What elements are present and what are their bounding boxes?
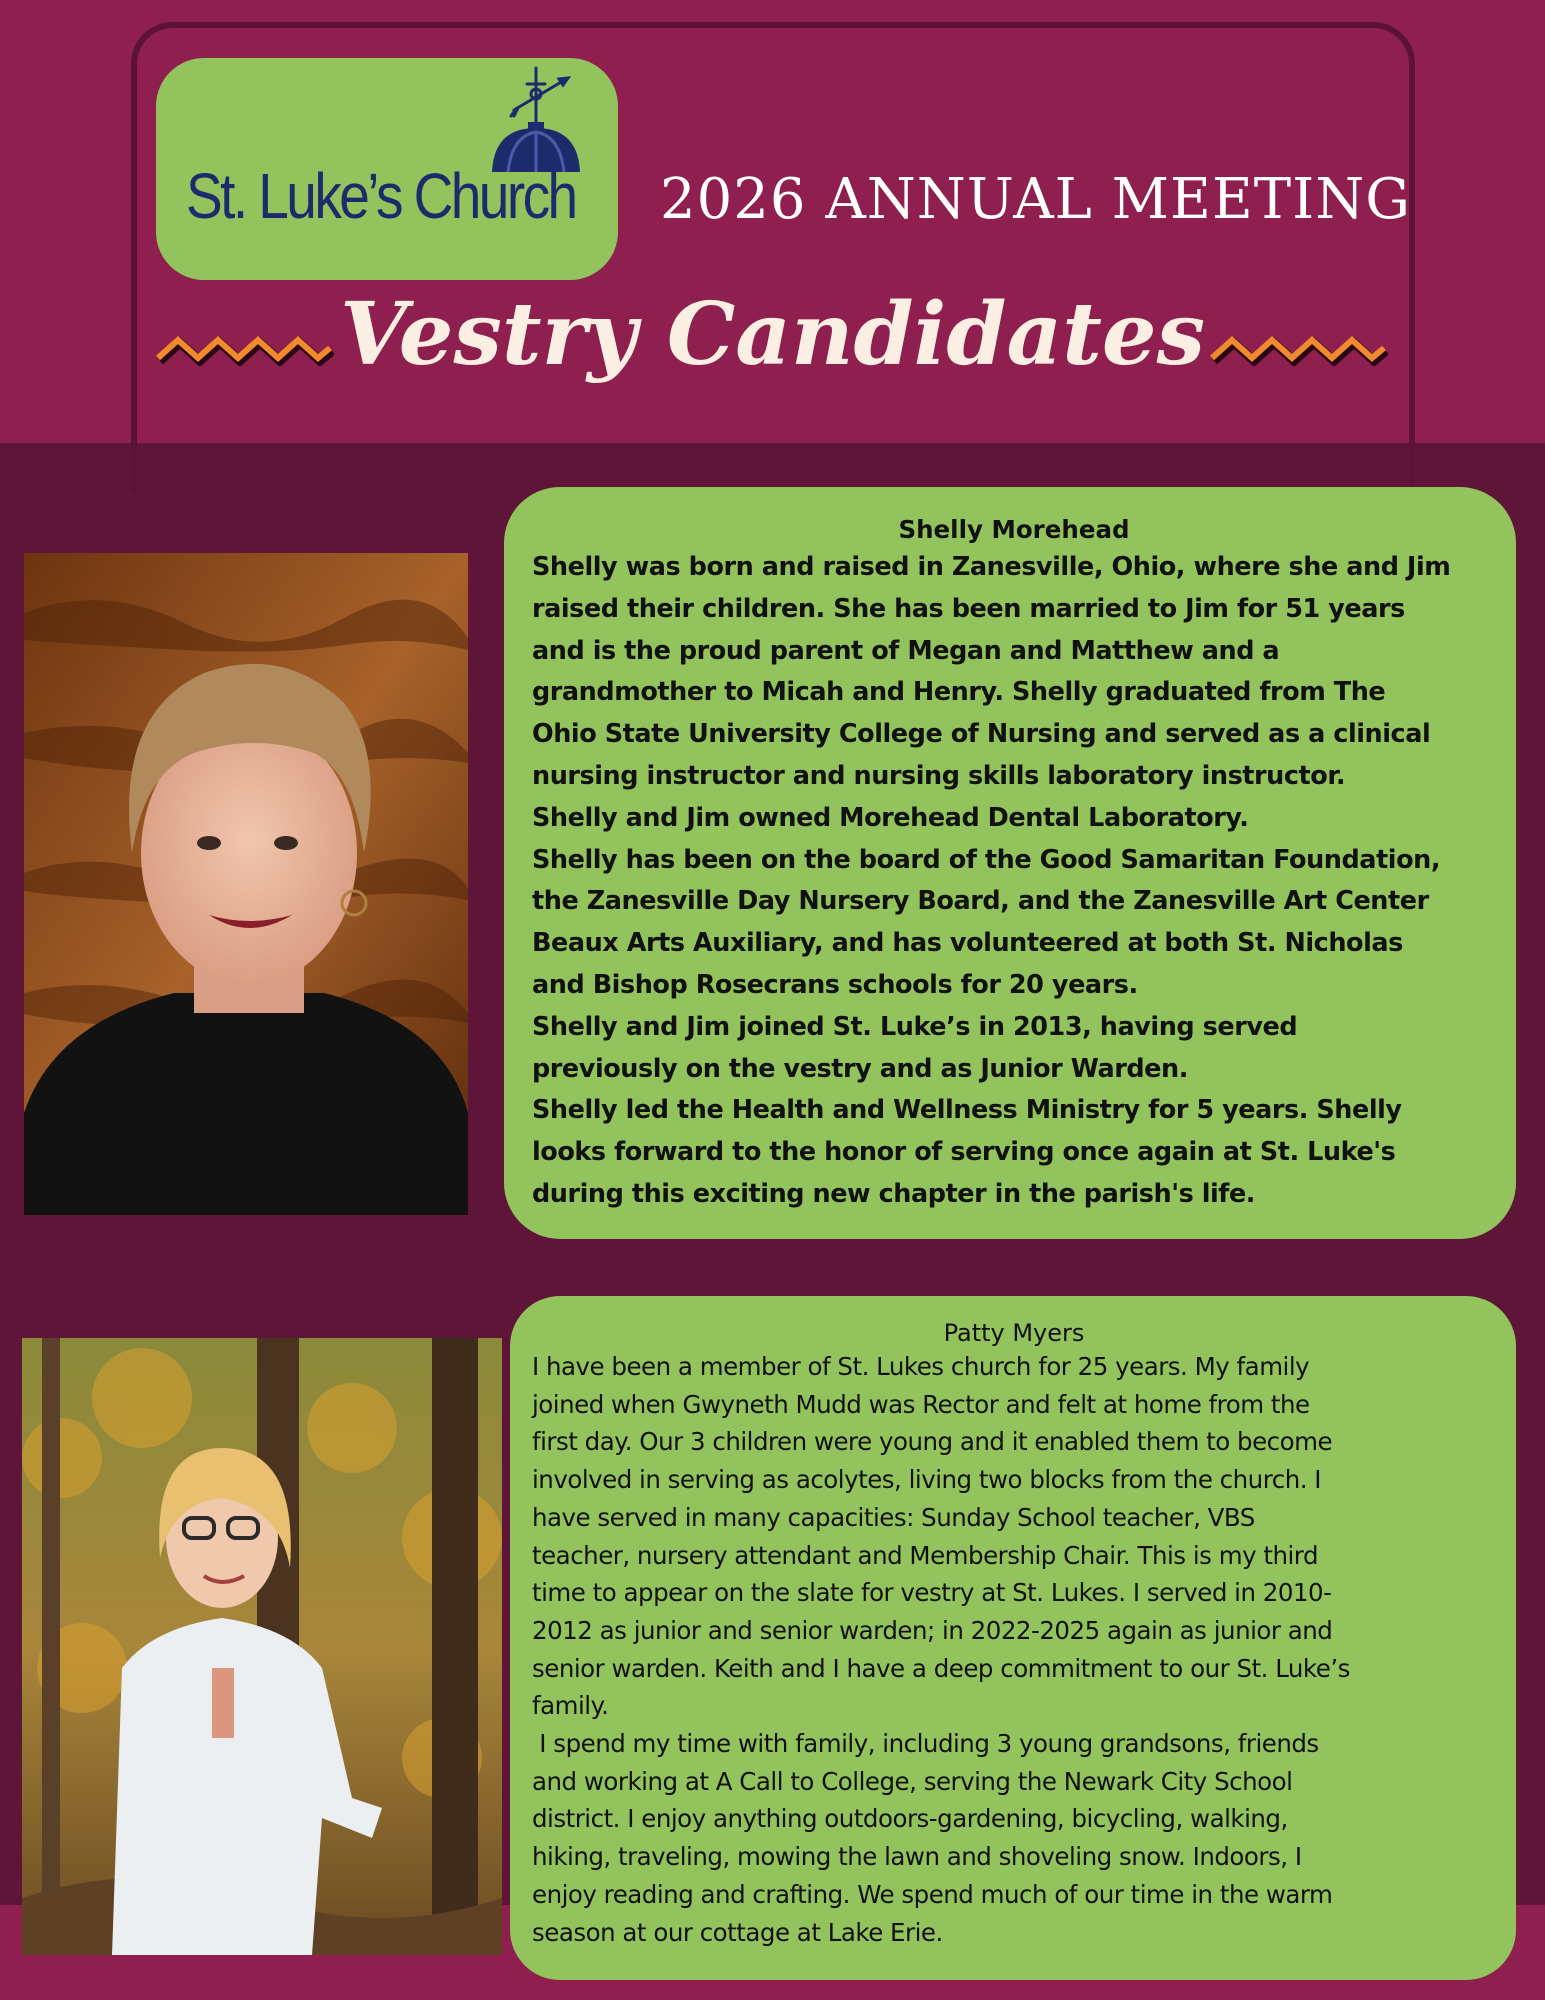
bio-line: Shelly was born and raised in Zanesville, Ohio, where she and Jim — [532, 552, 1451, 582]
bio-line: senior warden. Keith and I have a deep commitment to our St. Luke’s — [532, 1653, 1350, 1683]
candidate-name: Patty Myers — [943, 1319, 1085, 1347]
candidate-card — [510, 1296, 1516, 1980]
candidate-card — [504, 487, 1516, 1239]
bio-line: district. I enjoy anything outdoors-gardening, bicycling, walking, — [532, 1804, 1288, 1834]
bio-line: raised their children. She has been married to Jim for 51 years — [532, 593, 1405, 624]
bio-line: nursing instructor and nursing skills laboratory instructor. — [532, 760, 1346, 791]
bio-line: the Zanesville Day Nursery Board, and the Zanesville Art Center — [532, 886, 1429, 917]
bio-line: during this exciting new chapter in the parish's life. — [532, 1178, 1256, 1209]
zigzag-right-icon — [1208, 330, 1388, 366]
bio-line: and working at A Call to College, serving the Newark City School — [532, 1766, 1293, 1796]
bio-line: family. — [532, 1691, 609, 1721]
bio-line: 2012 as junior and senior warden; in 2022-2025 again as junior and — [532, 1615, 1333, 1645]
bio-line: enjoy reading and crafting. We spend much of our time in the warm — [532, 1879, 1333, 1909]
logo-text: St. Luke’s Church — [186, 160, 576, 232]
bio-line: involved in serving as acolytes, living two blocks from the church. I — [532, 1465, 1322, 1495]
portrait-photo-icon — [22, 1338, 502, 1955]
bio-line: previously on the vestry and as Junior Warden. — [532, 1053, 1188, 1084]
bio-line: I spend my time with family, including 3 young grandsons, friends — [532, 1729, 1319, 1759]
bio-line: Shelly and Jim owned Morehead Dental Laboratory. — [532, 802, 1249, 833]
bio-line: hiking, traveling, mowing the lawn and shoveling snow. Indoors, I — [532, 1842, 1302, 1872]
bio-line: Shelly has been on the board of the Good Samaritan Foundation, — [532, 844, 1441, 875]
page-title: Vestry Candidates — [339, 284, 1206, 385]
bio-line: Shelly led the Health and Wellness Ministry for 5 years. Shelly — [532, 1095, 1402, 1126]
bio-line: Shelly and Jim joined St. Luke’s in 2013, having served — [532, 1011, 1298, 1042]
bio-line: and is the proud parent of Megan and Matthew and a — [532, 635, 1280, 666]
bio-line: grandmother to Micah and Henry. Shelly graduated from The — [532, 677, 1386, 708]
bio-line: teacher, nursery attendant and Membership Chair. This is my third — [532, 1540, 1319, 1570]
bio-line: first day. Our 3 children were young and it enabled them to become — [532, 1427, 1333, 1457]
bio-line: I have been a member of St. Lukes church for 25 years. My family — [532, 1352, 1310, 1381]
bio-line: and Bishop Rosecrans schools for 20 years. — [532, 969, 1138, 1000]
bio-line: looks forward to the honor of serving once again at St. Luke's — [532, 1137, 1396, 1168]
bio-line: Ohio State University College of Nursing and served as a clinical — [532, 719, 1431, 750]
bio-line: time to appear on the slate for vestry at St. Lukes. I served in 2010- — [532, 1578, 1332, 1608]
bio-line: Beaux Arts Auxiliary, and has volunteered at both St. Nicholas — [532, 928, 1403, 959]
bio-line: joined when Gwyneth Mudd was Rector and felt at home from the — [532, 1389, 1310, 1419]
portrait-photo-icon — [24, 553, 468, 1215]
candidate-bio — [532, 1348, 1496, 1951]
meeting-title: 2026 ANNUAL MEETING — [660, 167, 1411, 232]
church-logo — [156, 58, 618, 280]
candidate-name: Shelly Morehead — [898, 515, 1130, 544]
bio-line: season at our cottage at Lake Erie. — [532, 1917, 943, 1947]
candidate-bio — [532, 547, 1496, 1216]
bio-line: have served in many capacities: Sunday School teacher, VBS — [532, 1502, 1255, 1532]
